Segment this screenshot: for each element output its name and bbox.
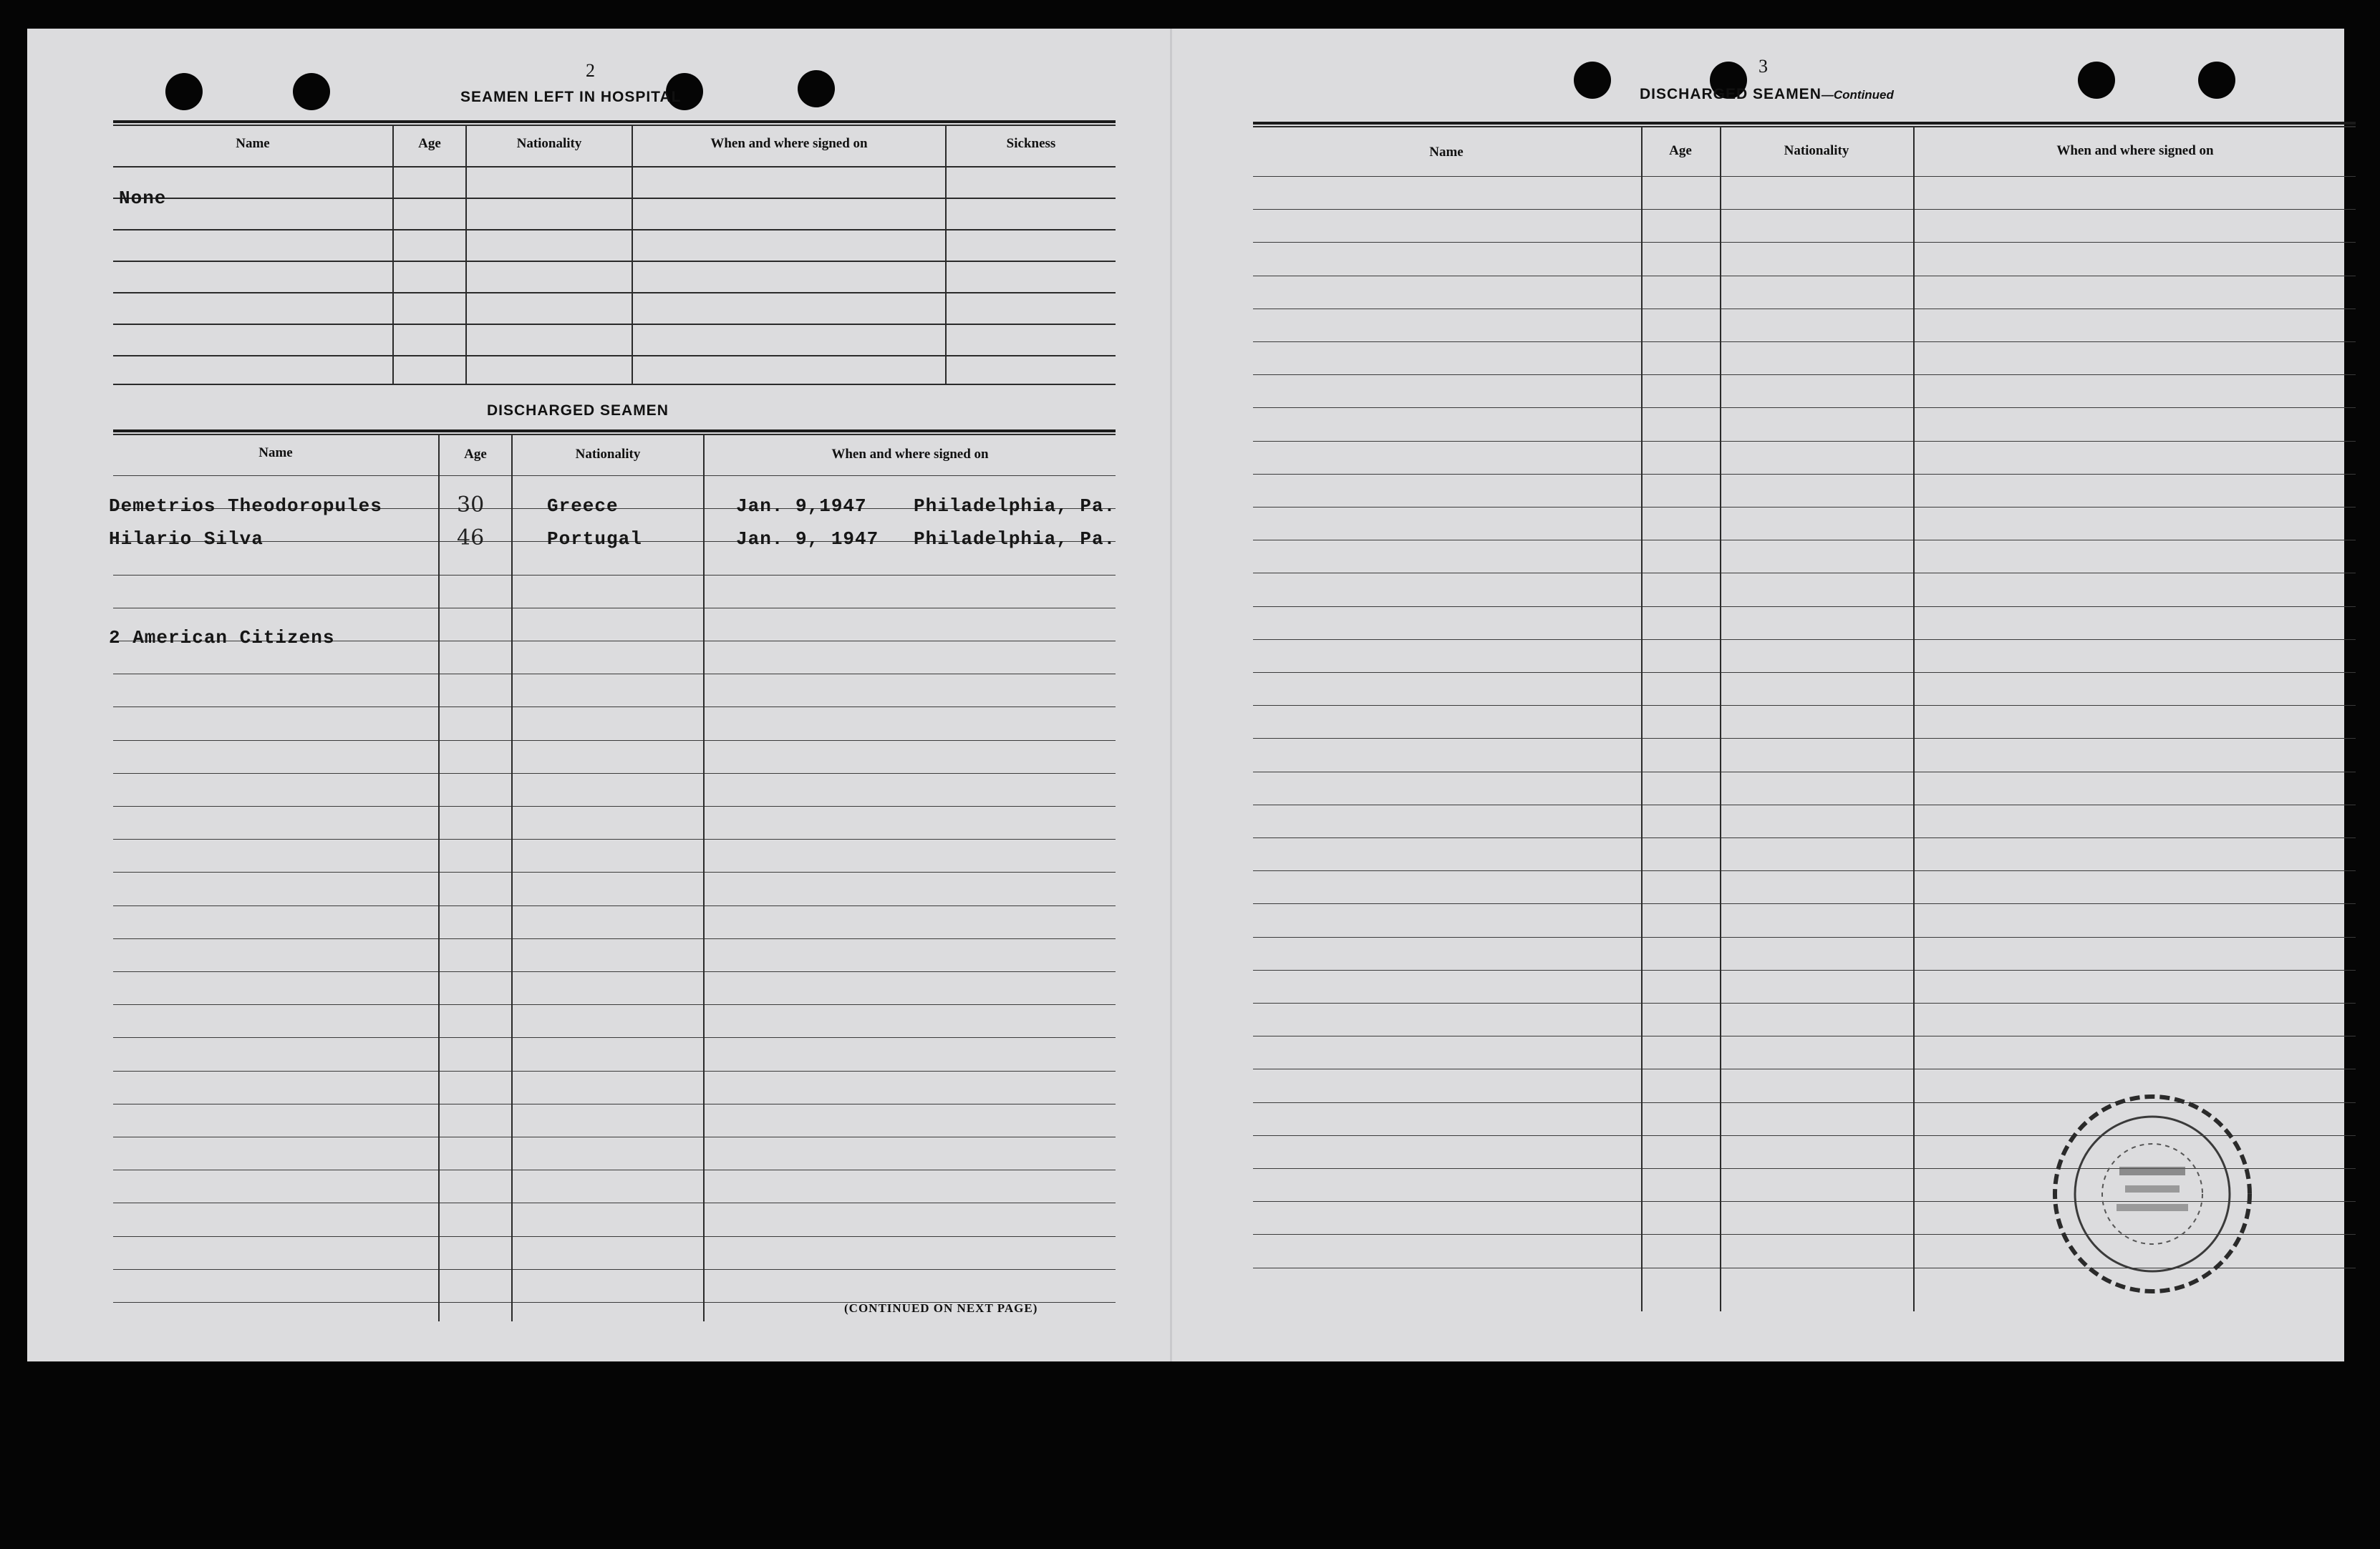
page-fold [1170,29,1172,1361]
row-rule [113,261,1116,262]
table-top-rule [113,434,1116,435]
row-rule [113,1236,1116,1237]
table-bottom-rule [113,384,1116,385]
row-rule [1253,507,2356,508]
row-rule [1253,374,2356,375]
row-rule [113,1269,1116,1270]
table-top-rule [113,125,1116,126]
column-divider [465,125,467,385]
row-rule [113,324,1116,325]
row-rule [113,292,1116,293]
row-rule [1253,209,2356,210]
column-header-signed-on: When and where signed on [710,136,868,151]
column-header-name: Name [258,445,293,460]
punch-hole [1574,62,1611,99]
postmark-stamp-icon [2045,1087,2260,1301]
page-number: 2 [586,60,595,81]
row-rule [1253,407,2356,408]
right-page [1173,29,2344,1361]
column-divider [392,125,394,385]
column-header-age: Age [418,136,441,151]
hospital-entry: None [119,188,167,209]
row-rule [113,575,1116,576]
row-rule [113,706,1116,707]
table-row-age: 30 [457,492,485,518]
row-rule [1253,639,2356,640]
row-rule [113,839,1116,840]
row-rule [113,905,1116,906]
row-rule [1253,176,2356,177]
column-divider [945,125,947,385]
column-header-nationality: Nationality [516,136,582,151]
row-rule [113,971,1116,972]
row-rule [1253,870,2356,871]
row-rule [1253,1003,2356,1004]
punch-hole [798,70,835,107]
row-rule [1253,937,2356,938]
punch-hole [2198,62,2235,99]
page-number: 3 [1759,56,1768,77]
column-header-sickness: Sickness [1006,136,1056,151]
column-divider [511,434,513,1321]
column-header-name: Name [1429,145,1464,160]
column-header-nationality: Nationality [575,447,641,462]
table-top-rule [1253,122,2356,125]
punch-hole [2078,62,2115,99]
row-rule [113,355,1116,356]
row-rule [1253,606,2356,607]
row-rule [113,229,1116,230]
continued-note: (CONTINUED ON NEXT PAGE) [844,1301,1038,1315]
section-title-suffix: —Continued [1821,88,1894,102]
table-row-nationality: Portugal [547,528,642,550]
column-divider [1641,126,1643,1311]
column-header-age: Age [464,447,487,462]
left-page [27,29,1173,1361]
row-rule [113,1037,1116,1038]
punch-hole [165,73,203,110]
row-rule [1253,837,2356,838]
row-rule [113,1071,1116,1072]
row-rule [1253,441,2356,442]
column-divider [703,434,705,1321]
row-rule [113,1004,1116,1005]
row-rule [1253,705,2356,706]
column-divider [632,125,633,385]
row-rule [113,198,1116,199]
table-row-place: Philadelphia, Pa. [914,528,1116,550]
table-row-date: Jan. 9, 1947 [736,528,879,550]
column-divider [1720,126,1721,1311]
row-rule [113,773,1116,774]
document-sheet [27,29,2344,1361]
table-row-date: Jan. 9,1947 [736,495,867,517]
row-rule [1253,242,2356,243]
column-header-name: Name [236,136,270,151]
table-row-name: Demetrios Theodoropules [109,495,382,517]
row-rule [113,938,1116,939]
row-rule [113,806,1116,807]
row-rule [1253,970,2356,971]
table-row-place: Philadelphia, Pa. [914,495,1116,517]
header-rule [113,166,1116,167]
row-rule [1253,341,2356,342]
hospital-section-title: SEAMEN LEFT IN HOSPITAL [460,89,682,105]
row-rule [1253,474,2356,475]
table-row-nationality: Greece [547,495,619,517]
citizens-note: 2 American Citizens [109,627,335,649]
column-header-age: Age [1669,143,1692,158]
column-divider [1913,126,1915,1311]
row-rule [1253,672,2356,673]
row-rule [113,475,1116,476]
table-row-name: Hilario Silva [109,528,263,550]
discharged-section-title: DISCHARGED SEAMEN [487,402,669,419]
punch-hole [293,73,330,110]
table-top-rule [113,120,1116,123]
column-header-signed-on: When and where signed on [831,447,989,462]
table-row-age: 46 [457,525,485,550]
continued-section-title [1640,86,1894,103]
column-divider [438,434,440,1321]
row-rule [113,740,1116,741]
column-header-nationality: Nationality [1784,143,1849,158]
table-top-rule [1253,126,2356,127]
column-header-signed-on: When and where signed on [2056,143,2214,158]
section-title-text: DISCHARGED SEAMEN [1640,86,1822,102]
row-rule [1253,738,2356,739]
row-rule [113,872,1116,873]
row-rule [1253,903,2356,904]
table-top-rule [113,429,1116,432]
